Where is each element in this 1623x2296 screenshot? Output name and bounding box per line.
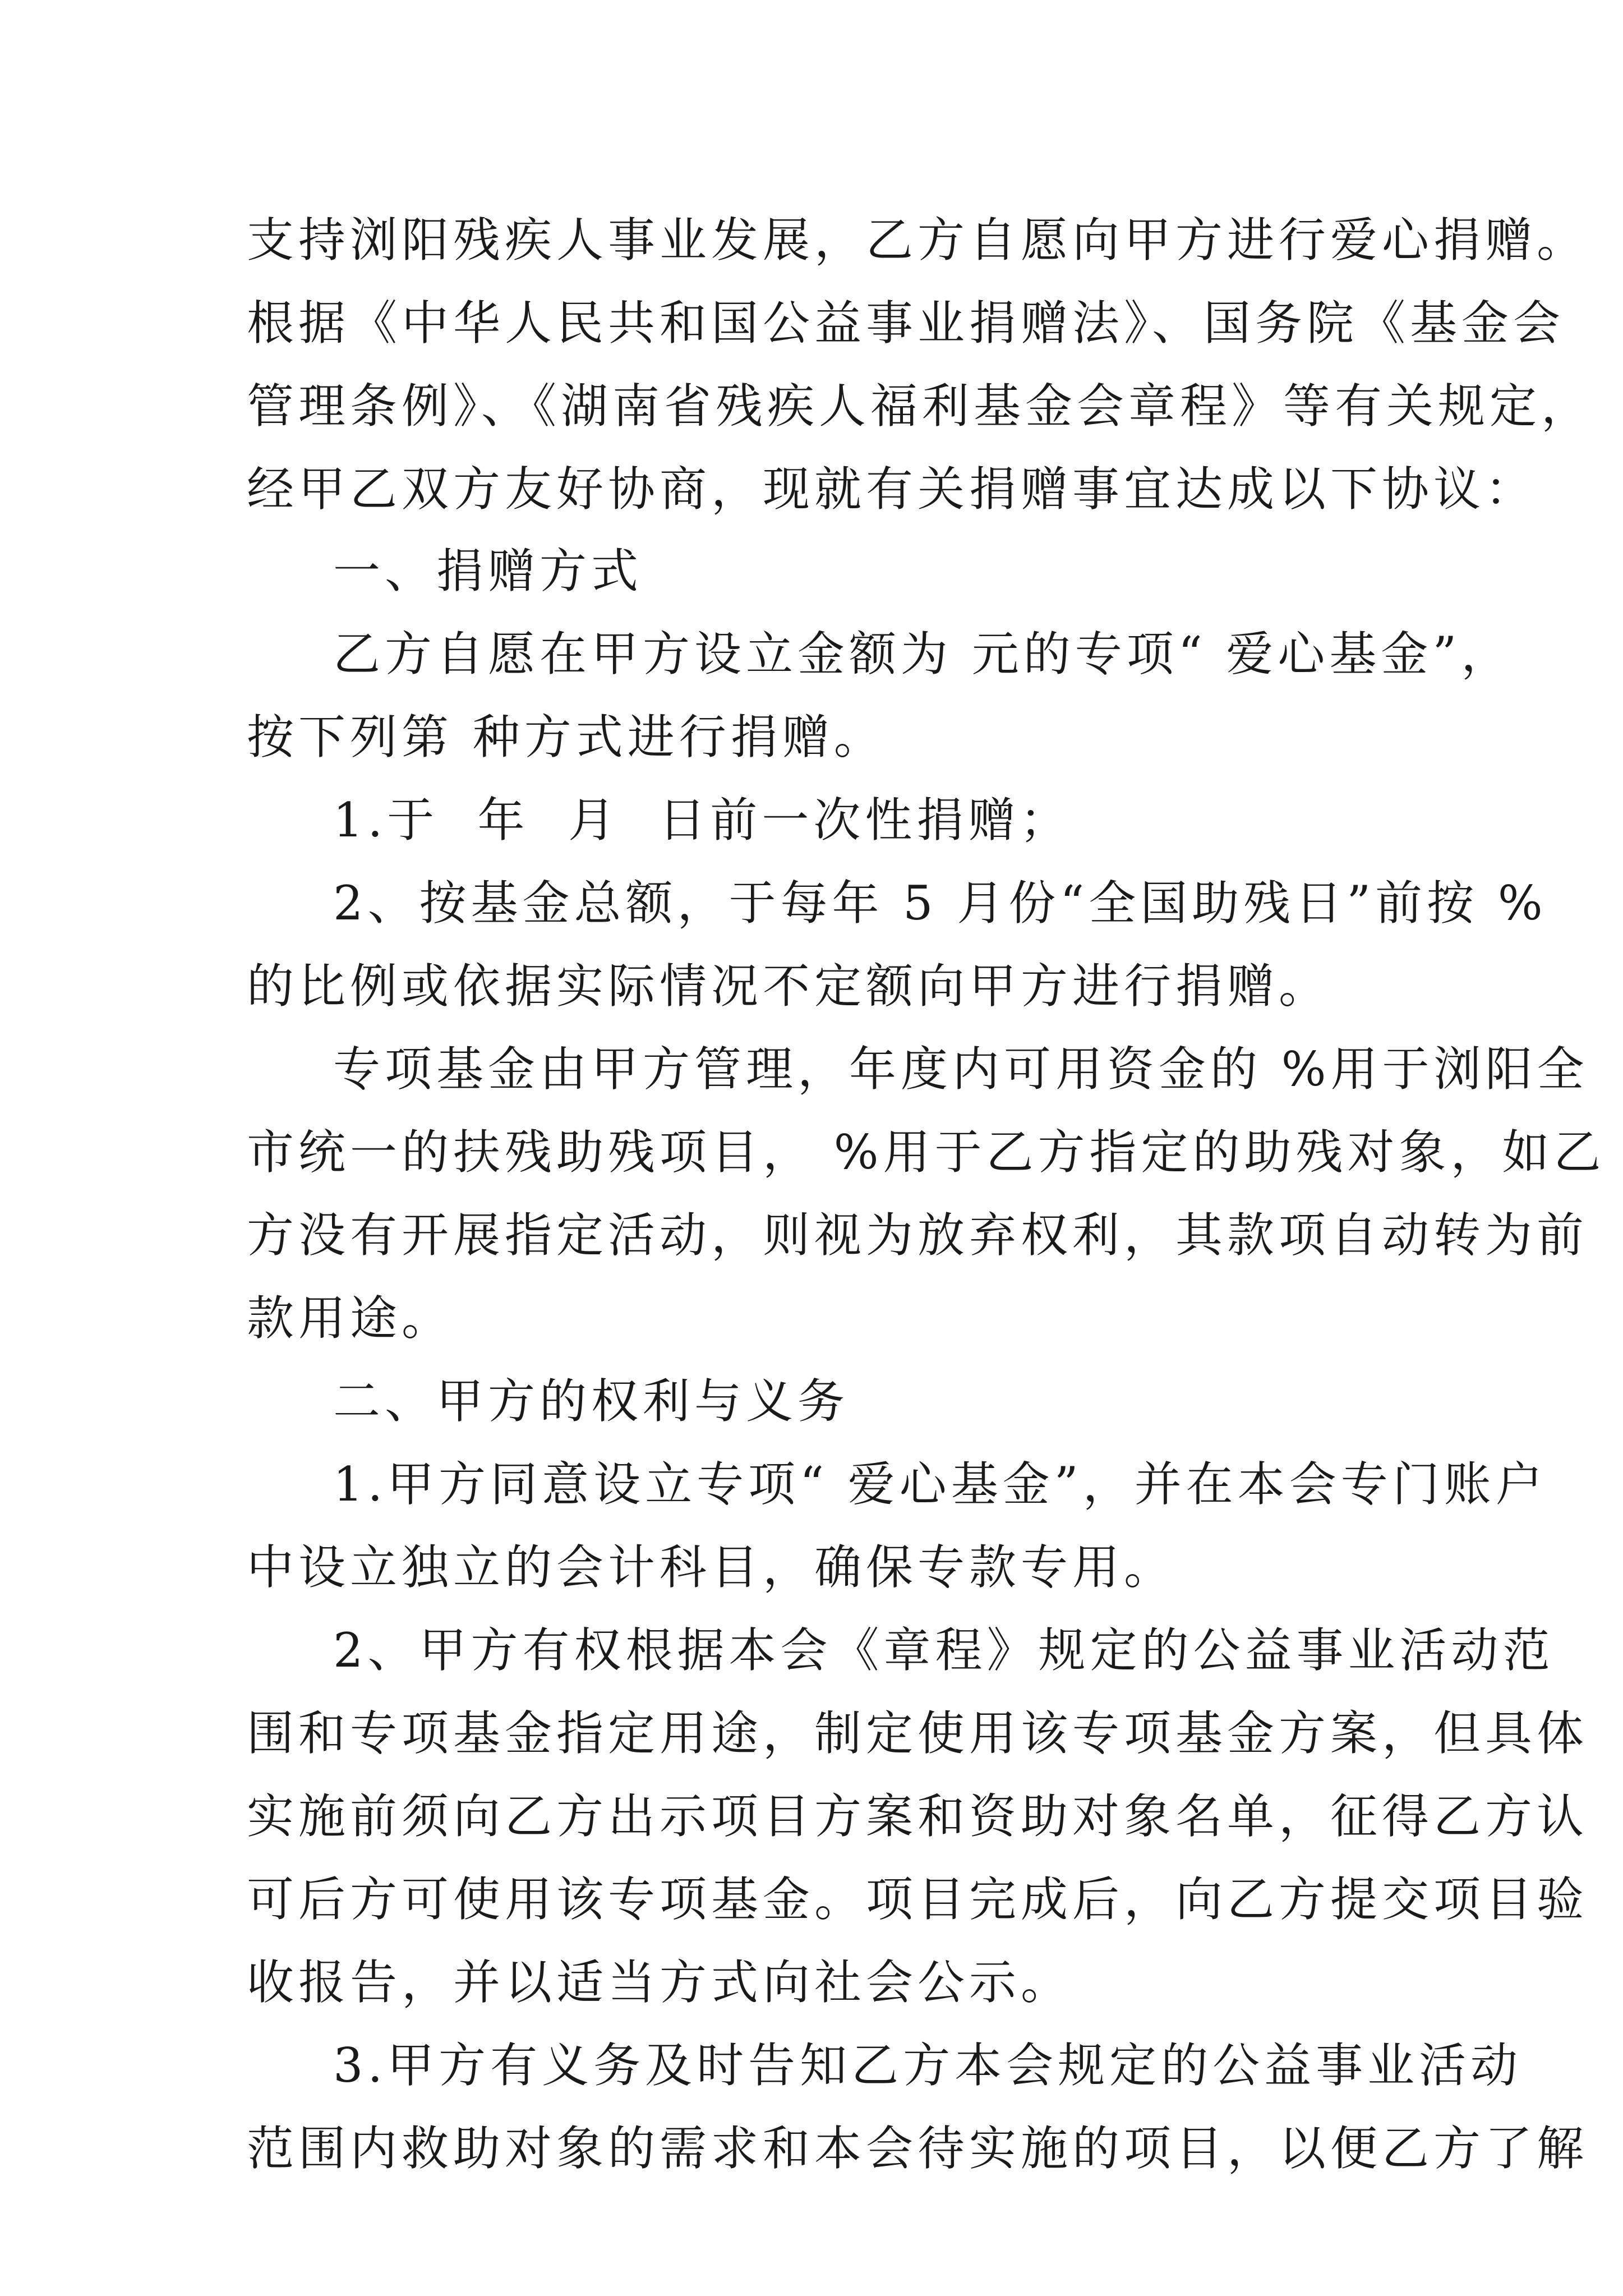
section-heading: 一、捐赠方式	[333, 544, 643, 599]
text-line: 围和专项基金指定用途，制定使用该专项基金方案，但具体	[247, 1706, 1589, 1761]
text-line: 中设立独立的会计科目，确保专款专用。	[247, 1540, 1176, 1595]
text-line: 专项基金由甲方管理，年度内可用资金的 %用于浏阳全	[333, 1042, 1589, 1097]
text-line: 可后方可使用该专项基金。项目完成后，向乙方提交项目验	[247, 1872, 1589, 1927]
text-line: 2、按基金总额，于每年 5 月份“全国助残日”前按 %	[333, 876, 1547, 931]
section-heading: 二、甲方的权利与义务	[333, 1374, 850, 1429]
text-line: 乙方自愿在甲方设立金额为 元的专项“ 爱心基金”，	[333, 627, 1513, 682]
text-line: 管理条例》、《湖南省残疾人福利基金会章程》等有关规定，	[247, 379, 1593, 434]
text-line: 方没有开展指定活动，则视为放弃权利，其款项自动转为前	[247, 1208, 1589, 1263]
text-line: 市统一的扶残助残项目， %用于乙方指定的助残对象，如乙	[247, 1125, 1606, 1180]
text-line: 经甲乙双方友好协商，现就有关捐赠事宜达成以下协议：	[247, 462, 1537, 517]
text-line: 实施前须向乙方出示项目方案和资助对象名单，征得乙方认	[247, 1789, 1589, 1844]
text-line: 收报告，并以适当方式向社会公示。	[247, 1955, 1073, 2010]
text-line: 按下列第 种方式进行捐赠。	[247, 710, 886, 765]
text-line: 1.于 年 月 日前一次性捐赠；	[333, 793, 1072, 848]
text-line: 支持浏阳残疾人事业发展，乙方自愿向甲方进行爱心捐赠。	[247, 213, 1589, 268]
text-line: 2、甲方有权根据本会《章程》规定的公益事业活动范	[333, 1623, 1555, 1678]
text-line: 3.甲方有义务及时告知乙方本会规定的公益事业活动	[333, 2038, 1523, 2093]
text-line: 根据《中华人民共和国公益事业捐赠法》、国务院《基金会	[247, 296, 1565, 351]
text-line: 的比例或依据实际情况不定额向甲方进行捐赠。	[247, 959, 1331, 1014]
text-line: 款用途。	[247, 1291, 454, 1346]
text-line: 1.甲方同意设立专项“ 爱心基金”，并在本会专门账户	[333, 1457, 1547, 1512]
text-line: 范围内救助对象的需求和本会待实施的项目，以便乙方了解	[247, 2121, 1589, 2176]
